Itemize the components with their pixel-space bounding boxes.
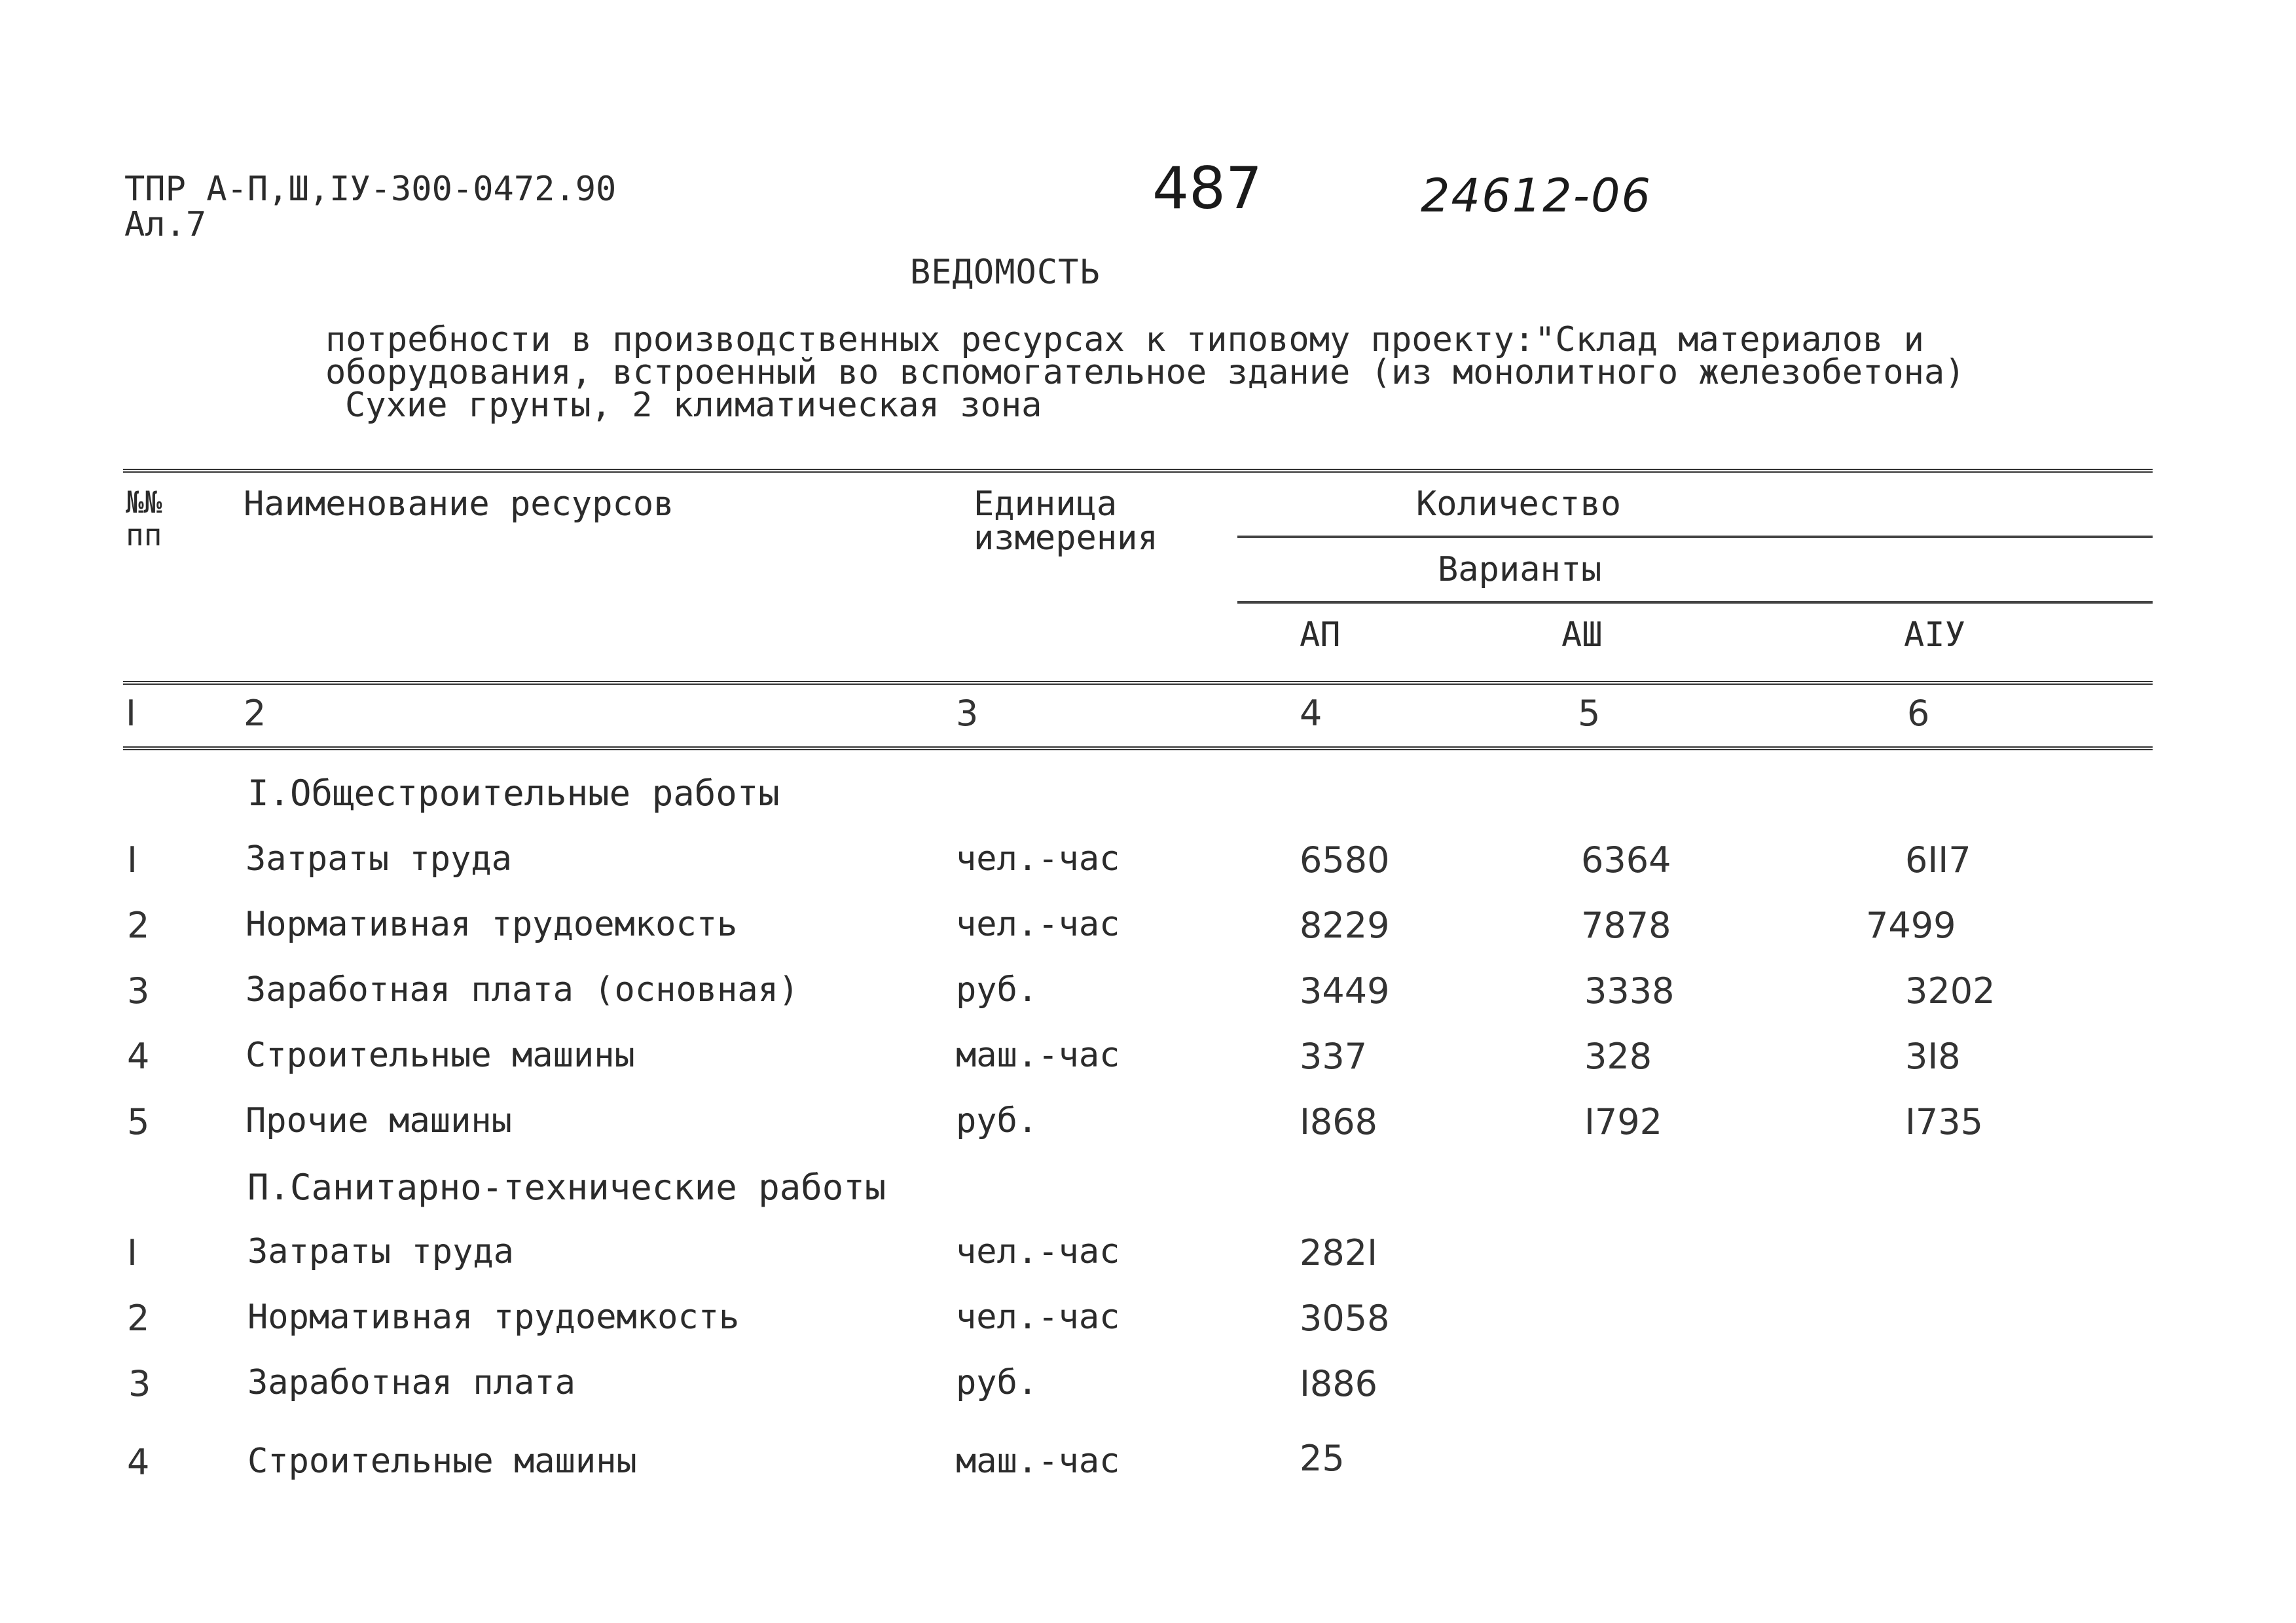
resource-name: Прочие машины bbox=[246, 1101, 512, 1140]
value-variant-3: I735 bbox=[1905, 1101, 1983, 1142]
variants-rule bbox=[1237, 601, 2153, 604]
resource-name: Затраты труда bbox=[246, 839, 512, 879]
value-variant-2: 328 bbox=[1584, 1036, 1652, 1077]
column-number-3: 3 bbox=[956, 693, 979, 734]
header-unit-line-1: Единица bbox=[974, 484, 1118, 524]
header-number-line-1: №№ bbox=[126, 484, 162, 520]
value-variant-1: 3449 bbox=[1300, 970, 1390, 1012]
page-number: 487 bbox=[1152, 155, 1262, 222]
handwritten-code: 24612-06 bbox=[1421, 169, 1652, 223]
resource-unit: маш.-час bbox=[956, 1036, 1120, 1075]
row-number: I bbox=[127, 1232, 137, 1273]
header-bottom-rule bbox=[123, 681, 2153, 685]
column-numbers-rule bbox=[123, 746, 2153, 750]
value-variant-1: 6580 bbox=[1300, 839, 1390, 881]
header-variants: Варианты bbox=[1438, 550, 1602, 589]
value-variant-1: 25 bbox=[1300, 1438, 1345, 1479]
header-unit-line-2: измерения bbox=[974, 519, 1158, 558]
resource-unit: чел.-час bbox=[956, 839, 1120, 879]
subtitle-line-2: оборудования, встроенный во вспомогательное здание (из монолитного железобетона) bbox=[325, 353, 1965, 392]
column-number-6: 6 bbox=[1907, 693, 1930, 734]
row-number: 2 bbox=[127, 905, 150, 946]
row-number: 2 bbox=[127, 1298, 150, 1339]
resource-unit: чел.-час bbox=[956, 1298, 1120, 1337]
value-variant-3: 6II7 bbox=[1905, 839, 1971, 881]
resource-name: Заработная плата (основная) bbox=[246, 970, 799, 1010]
value-variant-1: I886 bbox=[1300, 1363, 1377, 1404]
value-variant-1: 8229 bbox=[1300, 905, 1390, 946]
header-number-line-2: пп bbox=[126, 517, 162, 553]
header-variant-3: АIУ bbox=[1904, 615, 1965, 655]
resource-unit: маш.-час bbox=[956, 1442, 1120, 1481]
resource-name: Заработная плата bbox=[247, 1363, 575, 1402]
value-variant-1: 337 bbox=[1300, 1036, 1368, 1077]
resource-name: Нормативная трудоемкость bbox=[246, 905, 738, 944]
value-variant-1: 3058 bbox=[1300, 1298, 1390, 1339]
value-variant-2: 6364 bbox=[1581, 839, 1671, 881]
header-quantity: Количество bbox=[1416, 484, 1622, 524]
value-variant-3: 3202 bbox=[1905, 970, 1995, 1012]
header-variant-2: АШ bbox=[1561, 615, 1603, 655]
resource-unit: руб. bbox=[956, 1101, 1038, 1140]
section-title: П.Санитарно-технические работы bbox=[247, 1167, 886, 1208]
value-variant-3: 7499 bbox=[1866, 905, 1956, 946]
resource-name: Строительные машины bbox=[247, 1442, 637, 1481]
section-title: I.Общестроительные работы bbox=[247, 773, 780, 814]
value-variant-2: 3338 bbox=[1584, 970, 1675, 1012]
value-variant-2: I792 bbox=[1584, 1101, 1662, 1142]
resource-unit: чел.-час bbox=[956, 905, 1120, 944]
column-number-5: 5 bbox=[1578, 693, 1601, 734]
value-variant-1: I868 bbox=[1300, 1101, 1377, 1142]
resource-unit: руб. bbox=[956, 1363, 1038, 1402]
resource-unit: руб. bbox=[956, 970, 1038, 1010]
resource-name: Затраты труда bbox=[247, 1232, 514, 1271]
document-code: ТПР А-П,Ш,IУ-300-0472.90 bbox=[124, 170, 617, 209]
header-resource-name: Наименование ресурсов bbox=[244, 484, 674, 524]
row-number: 5 bbox=[127, 1101, 150, 1142]
column-number-1: I bbox=[126, 693, 136, 734]
resource-unit: чел.-час bbox=[956, 1232, 1120, 1271]
quantity-rule bbox=[1237, 536, 2153, 538]
row-number: 3 bbox=[128, 1363, 151, 1404]
column-number-2: 2 bbox=[244, 693, 266, 734]
subtitle-line-1: потребности в производственных ресурсах к типовому проекту:"Склад материалов и bbox=[325, 320, 1924, 359]
value-variant-3: 3I8 bbox=[1905, 1036, 1961, 1077]
document-title: ВЕДОМОСТЬ bbox=[910, 253, 1101, 292]
resource-name: Строительные машины bbox=[246, 1036, 635, 1075]
row-number: 4 bbox=[127, 1036, 150, 1077]
sheet-number: Ал.7 bbox=[124, 205, 207, 244]
row-number: 3 bbox=[127, 970, 150, 1012]
subtitle-line-3: Сухие грунты, 2 климатическая зона bbox=[345, 386, 1042, 425]
column-number-4: 4 bbox=[1300, 693, 1322, 734]
table-top-rule bbox=[123, 469, 2153, 473]
row-number: 4 bbox=[127, 1442, 150, 1483]
value-variant-2: 7878 bbox=[1581, 905, 1671, 946]
resource-name: Нормативная трудоемкость bbox=[247, 1298, 740, 1337]
value-variant-1: 282I bbox=[1300, 1232, 1377, 1273]
row-number: I bbox=[127, 839, 137, 881]
header-variant-1: АП bbox=[1300, 615, 1341, 655]
